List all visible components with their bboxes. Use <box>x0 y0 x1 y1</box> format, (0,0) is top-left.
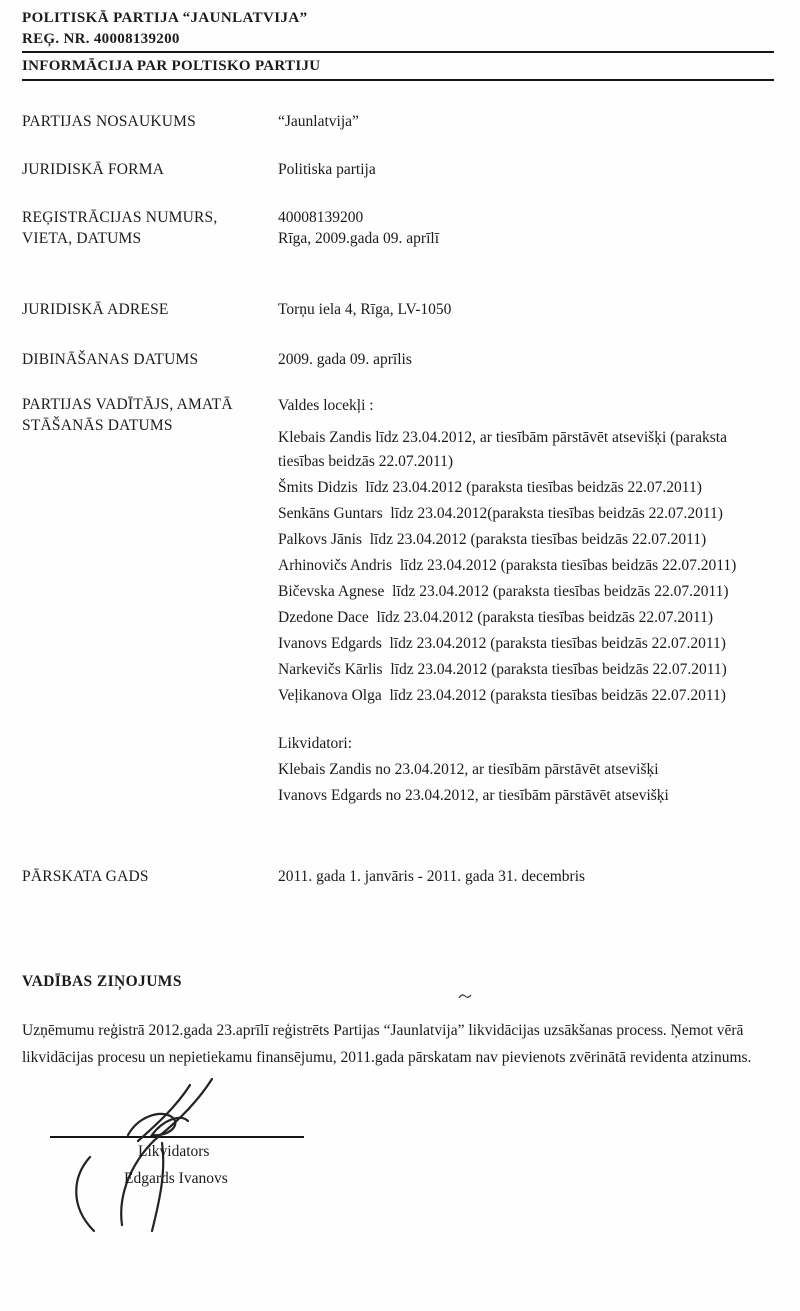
field-value-founding-date: 2009. gada 09. aprīlis <box>278 351 412 368</box>
field-label-legal-form: JURIDISKĀ FORMA <box>22 161 165 178</box>
field-row-leadership <box>22 394 774 810</box>
field-row-legal-form <box>22 159 774 180</box>
board-member-line: Palkovs Jānis līdz 23.04.2012 (paraksta tiesības beidzās 22.07.2011) <box>278 531 707 548</box>
board-member-line: Narkevičs Kārlis līdz 23.04.2012 (paraksta tiesības beidzās 22.07.2011) <box>278 661 727 678</box>
field-row-report-year <box>22 866 774 887</box>
board-member-line: Dzedone Dace līdz 23.04.2012 (paraksta tiesības beidzās 22.07.2011) <box>278 609 714 626</box>
board-member-line: Šmits Didzis līdz 23.04.2012 (paraksta tiesības beidzās 22.07.2011) <box>278 479 702 496</box>
field-label-report-year: PĀRSKATA GADS <box>22 868 149 885</box>
field-label-party-name: PARTIJAS NOSAUKUMS <box>22 113 196 130</box>
board-member-line: Senkāns Guntars līdz 23.04.2012(paraksta tiesības beidzās 22.07.2011) <box>278 505 723 522</box>
field-row-founding-date <box>22 349 774 370</box>
field-value-report-year: 2011. gada 1. janvāris - 2011. gada 31. decembris <box>278 868 586 885</box>
field-label-registration-line1: REĢISTRĀCIJAS NUMURS, <box>22 209 218 226</box>
board-member-line: Klebais Zandis līdz 23.04.2012, ar tiesībām pārstāvēt atsevišķi (paraksta tiesības beidzās 22.07.2011) <box>278 429 731 470</box>
field-label-leadership-line1: PARTIJAS VADĪTĀJS, AMATĀ <box>22 396 233 413</box>
field-value-legal-form: Politiska partija <box>278 161 376 178</box>
field-label-founding-date: DIBINĀŠANAS DATUMS <box>22 351 199 368</box>
section-heading: INFORMĀCIJA PAR POLTISKO PARTIJU <box>22 58 321 74</box>
registration-number-value: 40008139200 <box>278 209 364 226</box>
field-value-leadership <box>278 394 774 810</box>
management-report-body: Uzņēmumu reģistrā 2012.gada 23.aprīlī reģistrēts Partijas “Jaunlatvija” likvidācijas uzsākšanas process. Ņemot vērā likvidācijas procesu un nepietiekamu finansējumu, 2011.gada pārskatam nav pievienots zvērinātā revidenta atzinums. <box>22 1022 752 1066</box>
field-row-legal-address <box>22 299 774 320</box>
field-label-registration-line2: VIETA, DATUMS <box>22 230 142 247</box>
liquidator-line: Klebais Zandis no 23.04.2012, ar tiesībām pārstāvēt atsevišķi <box>278 761 659 778</box>
liquidators-heading: Likvidatori: <box>278 735 353 752</box>
field-row-party-name <box>22 111 774 132</box>
registration-number-heading: REĢ. NR. 40008139200 <box>22 31 180 47</box>
field-label-leadership-line2: STĀŠANĀS DATUMS <box>22 417 173 434</box>
scan-artifact-mark <box>458 988 472 1006</box>
signature-block <box>22 1077 774 1246</box>
signature-role: Likvidators <box>138 1143 210 1160</box>
field-row-registration <box>22 207 774 249</box>
board-member-line: Veļikanova Olga līdz 23.04.2012 (paraksta tiesības beidzās 22.07.2011) <box>278 687 726 704</box>
board-members-heading: Valdes locekļi : <box>278 397 374 414</box>
board-member-line: Ivanovs Edgards līdz 23.04.2012 (paraksta tiesības beidzās 22.07.2011) <box>278 635 726 652</box>
party-title: POLITISKĀ PARTIJA “JAUNLATVIJA” <box>22 10 308 26</box>
management-report-heading: VADĪBAS ZIŅOJUMS <box>22 973 182 990</box>
board-member-line: Arhinovičs Andris līdz 23.04.2012 (paraksta tiesības beidzās 22.07.2011) <box>278 557 737 574</box>
liquidator-line: Ivanovs Edgards no 23.04.2012, ar tiesībām pārstāvēt atsevišķi <box>278 787 669 804</box>
field-label-registration <box>22 207 278 249</box>
registration-place-date-value: Rīga, 2009.gada 09. aprīlī <box>278 230 439 247</box>
field-value-legal-address: Torņu iela 4, Rīga, LV-1050 <box>278 301 452 318</box>
field-value-registration <box>278 207 774 249</box>
field-label-leadership <box>22 394 278 436</box>
signature-name: Edgards Ivanovs <box>124 1170 228 1187</box>
board-member-line: Bičevska Agnese līdz 23.04.2012 (paraksta tiesības beidzās 22.07.2011) <box>278 583 729 600</box>
field-label-legal-address: JURIDISKĀ ADRESE <box>22 301 169 318</box>
header-divider-bottom <box>22 79 774 81</box>
field-value-party-name: “Jaunlatvija” <box>278 113 359 130</box>
